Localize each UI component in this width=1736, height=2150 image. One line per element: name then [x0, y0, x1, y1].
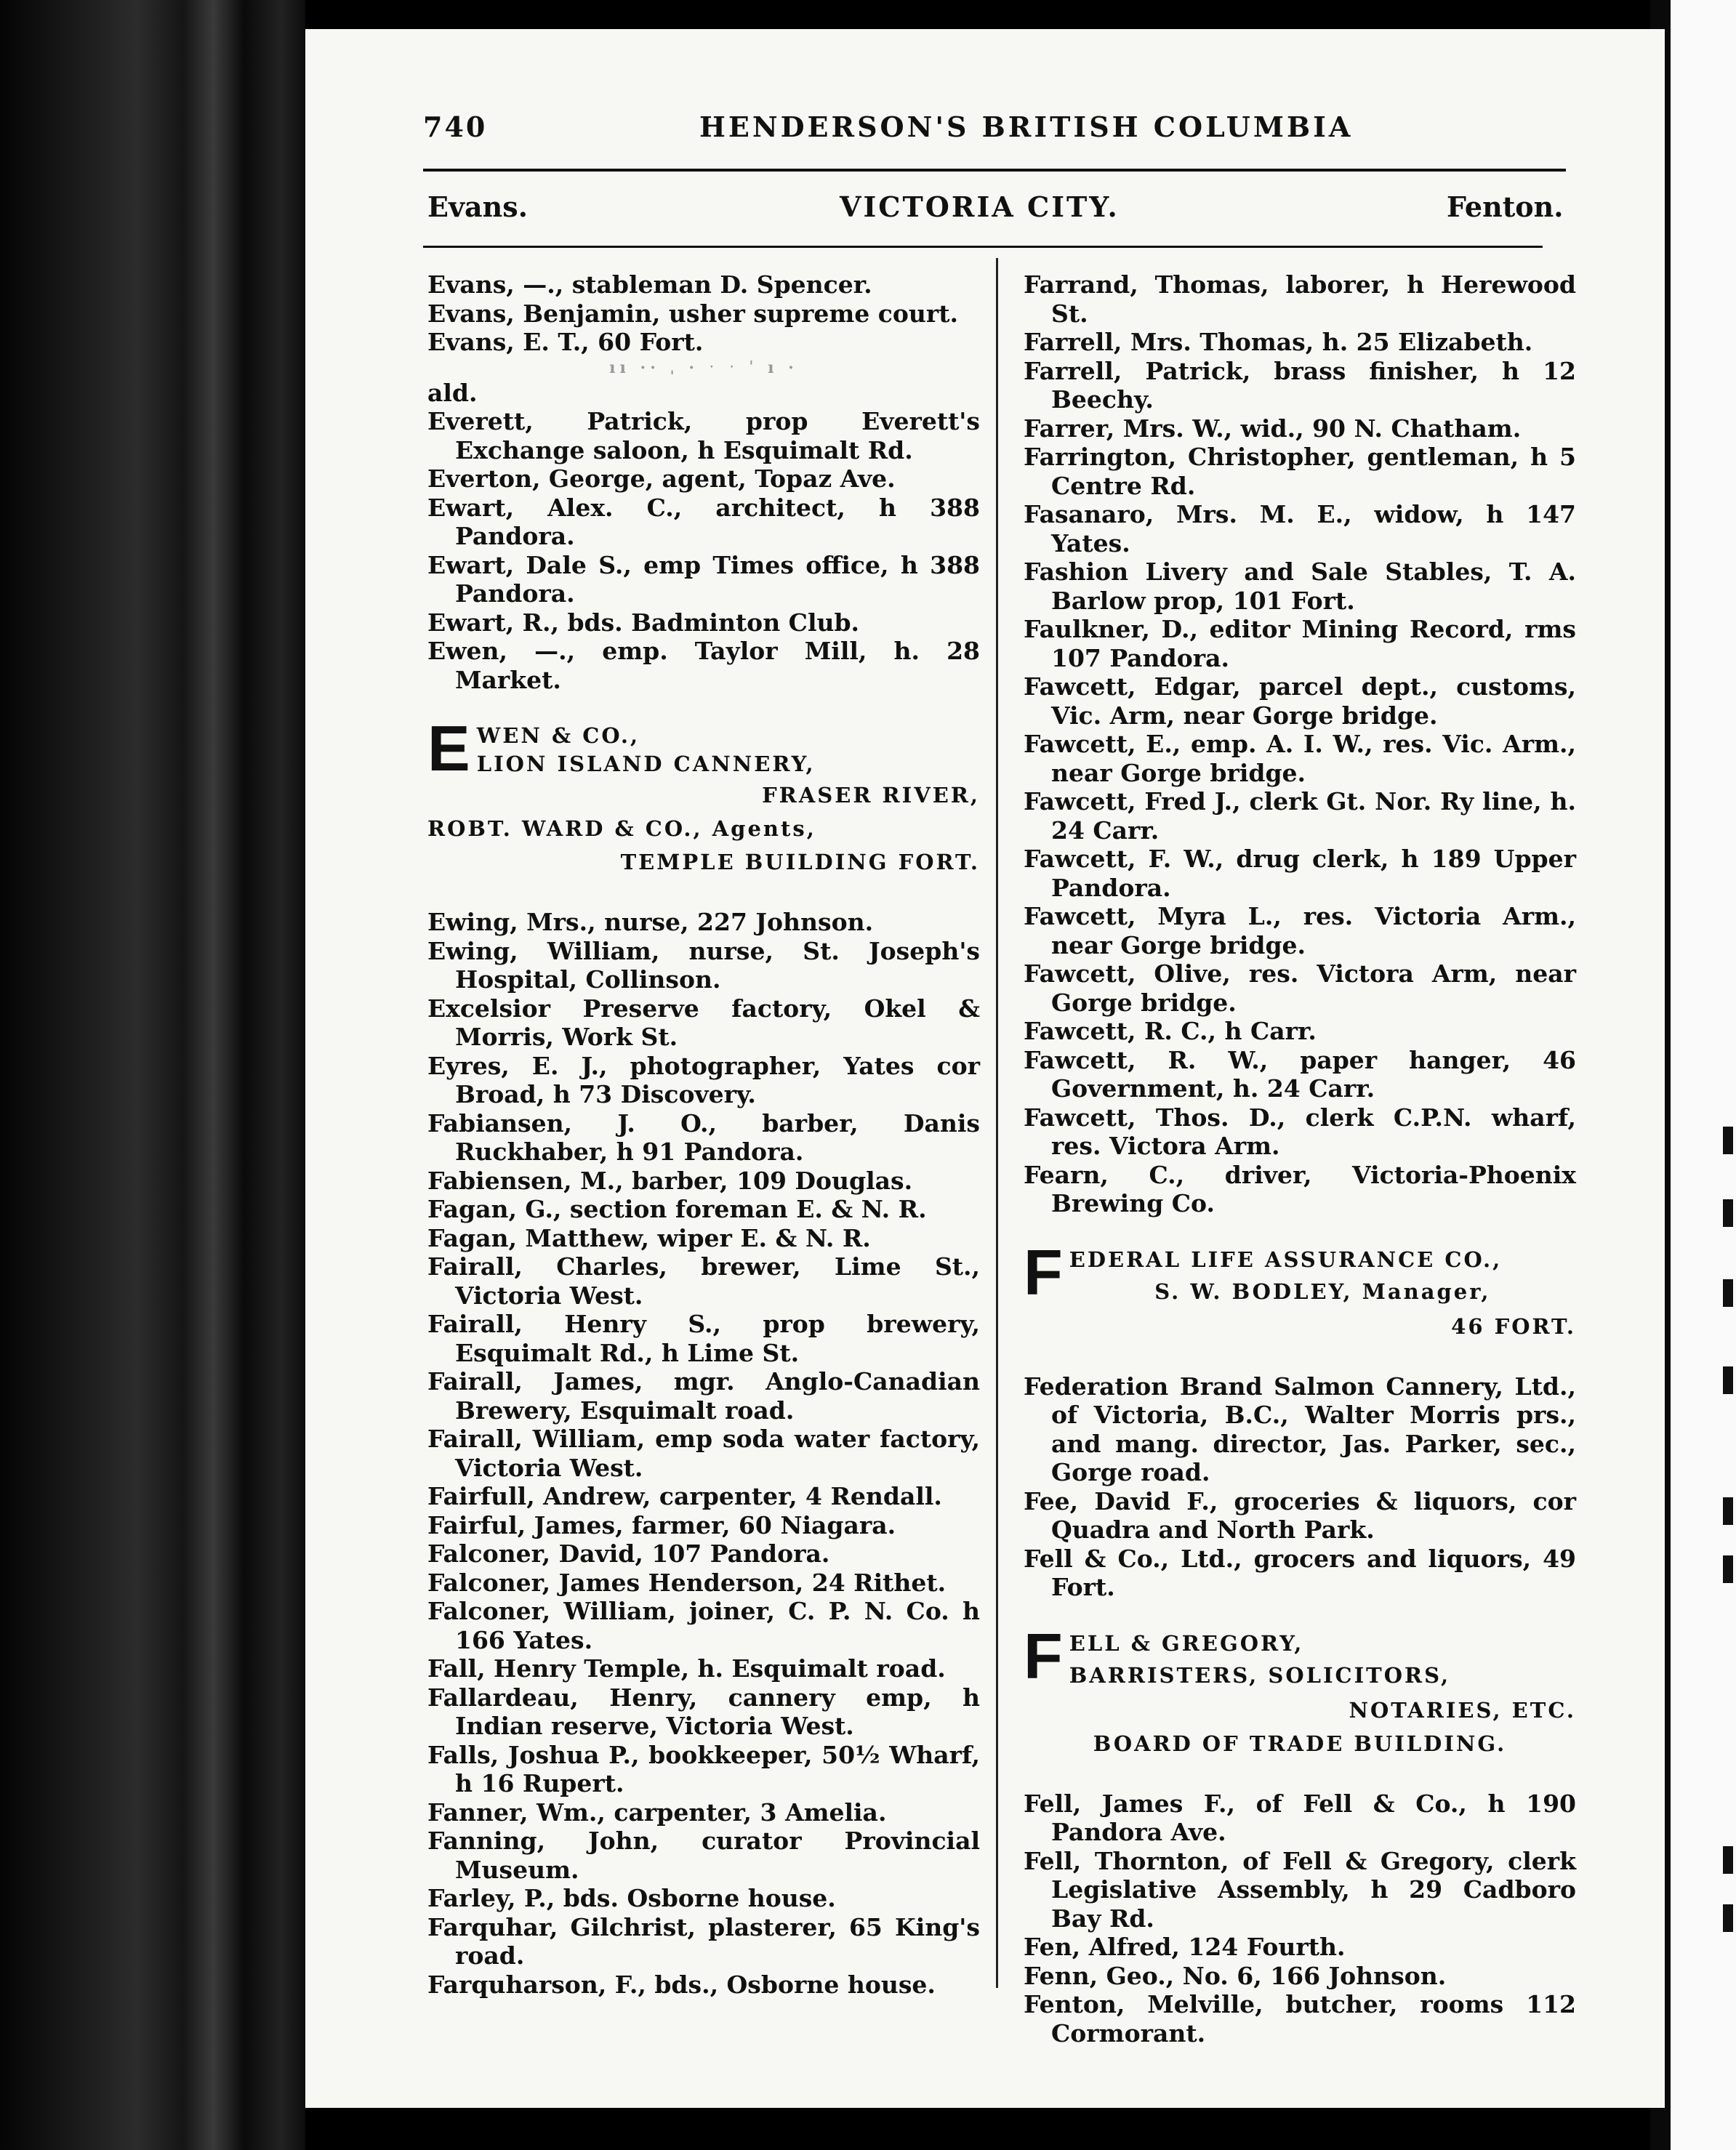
directory-entry: Fawcett, Thos. D., clerk C.P.N. wharf, res. Victora Arm. [1024, 1103, 1576, 1160]
subheader-rule [423, 246, 1543, 248]
directory-entry: Ewart, Alex. C., architect, h 388 Pandora. [427, 493, 980, 550]
fell-gregory-advertisement [1024, 1619, 1576, 1760]
directory-entry: Farrell, Patrick, brass finisher, h 12 Beechy. [1024, 356, 1576, 414]
directory-entry: Fawcett, Fred J., clerk Gt. Nor. Ry line, h. 24 Carr. [1024, 787, 1576, 845]
ad-line: FRASER RIVER, [762, 783, 980, 808]
directory-entry: Ewart, R., bds. Badminton Club. [427, 608, 860, 637]
directory-entry: Eyres, E. J., photographer, Yates cor Broad, h 73 Discovery. [427, 1051, 980, 1108]
directory-entry: Ewen, —., emp. Taylor Mill, h. 28 Market. [427, 637, 980, 694]
directory-entry: Fairall, James, mgr. Anglo-Canadian Brewery, Esquimalt road. [427, 1367, 980, 1425]
directory-entry: Fairfull, Andrew, carpenter, 4 Rendall. [427, 1482, 942, 1510]
directory-entry: Everett, Patrick, prop Everett's Exchange saloon, h Esquimalt Rd. [427, 407, 980, 464]
directory-entry: Farrell, Mrs. Thomas, h. 25 Elizabeth. [1024, 328, 1533, 356]
directory-entry: Everton, George, agent, Topaz Ave. [427, 464, 896, 493]
directory-entry: Ewing, William, nurse, St. Joseph's Hospital, Collinson. [427, 936, 980, 994]
directory-entry: Fanner, Wm., carpenter, 3 Amelia. [427, 1797, 887, 1827]
ad-line: BOARD OF TRADE BUILDING. [1093, 1731, 1507, 1756]
ad-line: TEMPLE BUILDING FORT. [620, 850, 980, 874]
left-column [427, 270, 980, 1999]
directory-entry: Fenton, Melville, butcher, rooms 112 Cormorant. [1024, 1990, 1576, 2048]
directory-entry: Farquhar, Gilchrist, plasterer, 65 King's road. [427, 1912, 980, 1970]
directory-entry: ald. [427, 378, 478, 407]
directory-entry: Fairall, Charles, brewer, Lime St., Victoria West. [427, 1252, 980, 1310]
entry-list [1024, 270, 1576, 1218]
directory-entry: Fawcett, E., emp. A. I. W., res. Vic. Arm., near Gorge bridge. [1024, 730, 1576, 787]
directory-entry: Fawcett, R. W., paper hanger, 46 Government, h. 24 Carr. [1024, 1045, 1576, 1103]
directory-entry: Fawcett, F. W., drug clerk, h 189 Upper Pandora. [1024, 845, 1576, 902]
ad-name: WEN & CO., [476, 723, 640, 748]
federal-life-advertisement [1024, 1236, 1576, 1343]
directory-entry: Falconer, David, 107 Pandora. [427, 1539, 830, 1568]
directory-entry: Fenn, Geo., No. 6, 166 Johnson. [1024, 1961, 1447, 1990]
left-guide-word: Evans. [427, 190, 528, 223]
directory-entry: Farrer, Mrs. W., wid., 90 N. Chatham. [1024, 414, 1522, 443]
directory-entry: Fagan, G., section foreman E. & N. R. [427, 1195, 927, 1223]
entry-list [1024, 1789, 1576, 2048]
directory-entry: Fabiansen, J. O., barber, Danis Ruckhaber, h 91 Pandora. [427, 1108, 980, 1166]
column-divider [996, 258, 998, 1988]
directory-entry: Fearn, C., driver, Victoria-Phoenix Brewing Co. [1024, 1160, 1576, 1217]
entry-list [427, 379, 980, 695]
directory-entry: Fall, Henry Temple, h. Esquimalt road. [427, 1654, 946, 1683]
book-title: HENDERSON'S BRITISH COLUMBIA [699, 110, 1354, 143]
directory-entry: Fairful, James, farmer, 60 Niagara. [427, 1510, 896, 1539]
directory-entry: Evans, Benjamin, usher supreme court. [427, 299, 958, 328]
directory-entry: Faulkner, D., editor Mining Record, rms 107 Pandora. [1024, 615, 1576, 672]
directory-entry: Ewart, Dale S., emp Times office, h 388 Pandora. [427, 550, 980, 608]
directory-entry: Ewing, Mrs., nurse, 227 Johnson. [427, 908, 874, 936]
ad-name: EDERAL LIFE ASSURANCE CO., [1069, 1247, 1503, 1272]
directory-entry: Farley, P., bds. Osborne house. [427, 1884, 836, 1912]
directory-entry: Fawcett, Edgar, parcel dept., customs, Vic. Arm, near Gorge bridge. [1024, 672, 1576, 730]
directory-entry: Fairall, Henry S., prop brewery, Esquimalt Rd., h Lime St. [427, 1310, 980, 1367]
book-spine-edge [0, 0, 305, 2150]
directory-entry: Falls, Joshua P., bookkeeper, 50½ Wharf, h 16 Rupert. [427, 1740, 980, 1797]
directory-entry: Federation Brand Salmon Cannery, Ltd., of Victoria, B.C., Walter Morris prs., and mang. director, Jas. Parker, sec., Gorge road. [1024, 1372, 1576, 1486]
directory-entry: Fashion Livery and Sale Stables, T. A. Barlow prop, 101 Fort. [1024, 557, 1576, 615]
directory-entry: Fawcett, Myra L., res. Victoria Arm., near Gorge bridge. [1024, 902, 1576, 959]
directory-entry: Fell, James F., of Fell & Co., h 190 Pandora Ave. [1024, 1789, 1576, 1846]
entry-list [1024, 1372, 1576, 1602]
right-guide-word: Fenton. [1447, 190, 1564, 223]
right-column [1024, 270, 1576, 2048]
ad-line: 46 FORT. [1451, 1313, 1576, 1339]
directory-entry: Fawcett, Olive, res. Victora Arm, near Gorge bridge. [1024, 959, 1576, 1017]
directory-entry: Fanning, John, curator Provincial Museum. [427, 1827, 980, 1884]
directory-entry: Farrington, Christopher, gentleman, h 5 Centre Rd. [1024, 443, 1576, 500]
directory-entry: Fell, Thornton, of Fell & Gregory, clerk Legislative Assembly, h 29 Cadboro Bay Rd. [1024, 1846, 1576, 1933]
next-page-edge [1671, 0, 1736, 2150]
directory-entry: Fell & Co., Ltd., grocers and liquors, 49 Fort. [1024, 1544, 1576, 1601]
directory-entry: Excelsior Preserve factory, Okel & Morris, Work St. [427, 994, 980, 1051]
ewen-advertisement [427, 712, 980, 879]
ad-line: NOTARIES, ETC. [1349, 1697, 1576, 1723]
directory-entry: Fagan, Matthew, wiper E. & N. R. [427, 1223, 871, 1252]
section-title: VICTORIA CITY. [840, 190, 1120, 223]
ad-line: S. W. BODLEY, Manager, [1154, 1279, 1491, 1304]
directory-entry: Falconer, James Henderson, 24 Rithet. [427, 1568, 947, 1597]
directory-entry: Evans, —., stableman D. Spencer. [427, 270, 872, 299]
page-number: 740 [423, 110, 488, 143]
directory-entry: Fawcett, R. C., h Carr. [1024, 1017, 1317, 1045]
directory-entry: Fabiensen, M., barber, 109 Douglas. [427, 1166, 913, 1195]
ad-name: ELL & GREGORY, [1069, 1630, 1304, 1656]
entry-list [427, 908, 980, 1999]
directory-entry: Evans, E. T., 60 Fort. [427, 328, 704, 356]
drop-cap: E [427, 712, 473, 784]
directory-entry: Fallardeau, Henry, cannery emp, h Indian reserve, Victoria West. [427, 1683, 980, 1740]
entry-list [427, 270, 980, 357]
directory-entry: Fairall, William, emp soda water factory, Victoria West. [427, 1425, 980, 1482]
directory-entry: Fee, David F., groceries & liquors, cor Quadra and North Park. [1024, 1486, 1576, 1544]
directory-entry: Farquharson, F., bds., Osborne house. [427, 1970, 936, 1999]
drop-cap: F [1024, 1619, 1065, 1692]
directory-entry: Falconer, William, joiner, C. P. N. Co. h 166 Yates. [427, 1597, 980, 1654]
directory-entry: Fen, Alfred, 124 Fourth. [1024, 1933, 1346, 1961]
ad-line: ROBT. WARD & CO., Agents, [427, 816, 816, 841]
drop-cap: F [1024, 1236, 1065, 1308]
ad-line: LION ISLAND CANNERY, [476, 752, 816, 776]
ocr-noise: ıı ·· ˌ · ˑ ˑ ˈ ı · [609, 358, 798, 377]
directory-entry: Fasanaro, Mrs. M. E., widow, h 147 Yates. [1024, 500, 1576, 557]
ad-line: BARRISTERS, SOLICITORS, [1069, 1662, 1451, 1688]
header-rule [423, 169, 1566, 172]
directory-entry: Farrand, Thomas, laborer, h Herewood St. [1024, 270, 1576, 328]
